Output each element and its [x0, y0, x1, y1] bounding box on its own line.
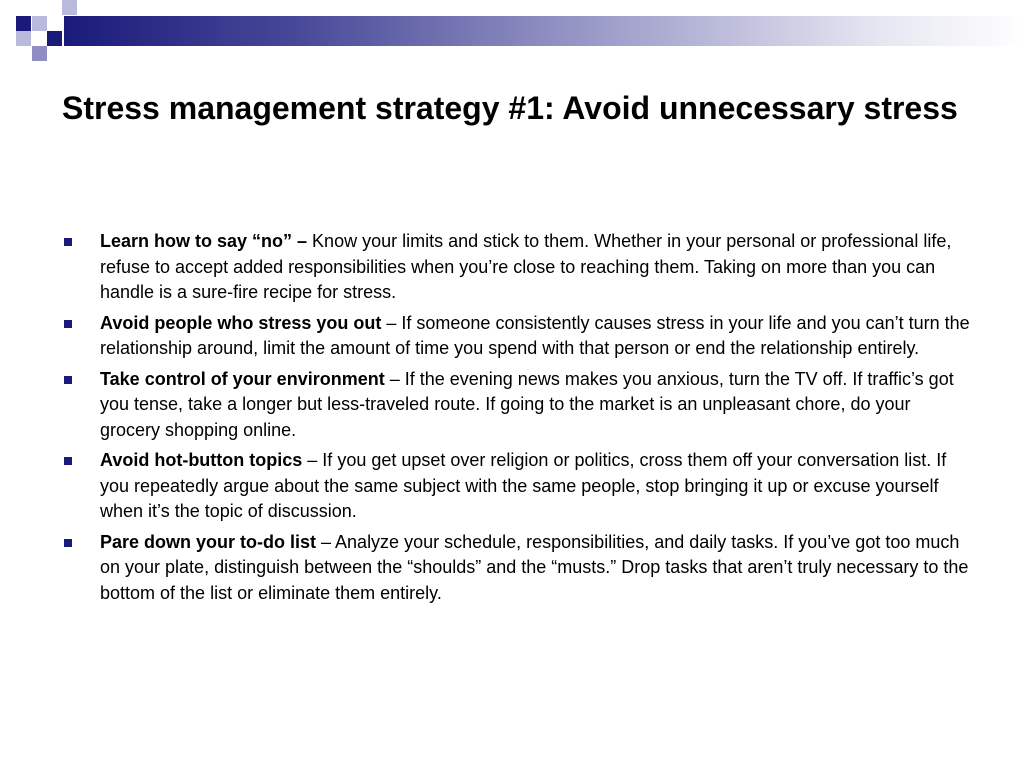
bullet-item [64, 367, 974, 444]
header-gradient-bar [64, 16, 1024, 46]
bullet-term: Avoid people who stress you out [100, 312, 382, 333]
decorative-square [16, 31, 31, 46]
decorative-square [62, 0, 77, 15]
square-bullet-icon [64, 320, 72, 328]
bullet-text: – Analyze your schedule, responsibilities, and daily tasks. If you’ve got too much on your plate, distinguish between the “shoulds” and the “musts.” Drop tasks that aren’t truly necessary to the bottom of the list or eliminate them entirely. [100, 531, 969, 603]
bullet-term: Take control of your environment [100, 368, 385, 389]
square-bullet-icon [64, 457, 72, 465]
bullet-text: – If you get upset over religion or politics, cross them off your conversation list. If you repeatedly argue about the same subject with the same people, stop bringing it up or excuse yourself when it’s the topic of discussion. [100, 450, 947, 521]
bullet-term: Learn how to say “no” – [100, 231, 308, 251]
bullet-text: Know your limits and stick to them. Whether in your personal or professional life, refuse to accept added responsibilities when you’re close to reaching them. Taking on more than you can handle is a sure-fire recipe for stress. [100, 231, 952, 302]
bullet-item [64, 311, 974, 362]
bullet-text: – If someone consistently causes stress in your life and you can’t turn the relationship around, limit the amount of time you spend with that person or end the relationship entirely. [100, 312, 970, 358]
square-bullet-icon [64, 539, 72, 547]
bullet-item [64, 530, 974, 607]
decorative-square [16, 16, 31, 31]
square-bullet-icon [64, 376, 72, 384]
square-bullet-icon [64, 238, 72, 246]
header-decoration [0, 0, 1024, 62]
bullet-item [64, 229, 974, 306]
decorative-square [47, 31, 62, 46]
bullet-text: – If the evening news makes you anxious, turn the TV off. If traffic’s got you tense, take a longer but less-traveled route. If going to the market is an unpleasant chore, do your grocery shopping online. [100, 368, 954, 440]
bullet-term: Pare down your to-do list [100, 531, 317, 552]
bullet-term: Avoid hot-button topics [100, 450, 303, 470]
bullet-list [64, 229, 974, 611]
slide-title: Stress management strategy #1: Avoid unnecessary stress [62, 90, 958, 126]
decorative-square [32, 16, 47, 31]
bullet-item [64, 448, 974, 525]
decorative-square [32, 46, 47, 61]
